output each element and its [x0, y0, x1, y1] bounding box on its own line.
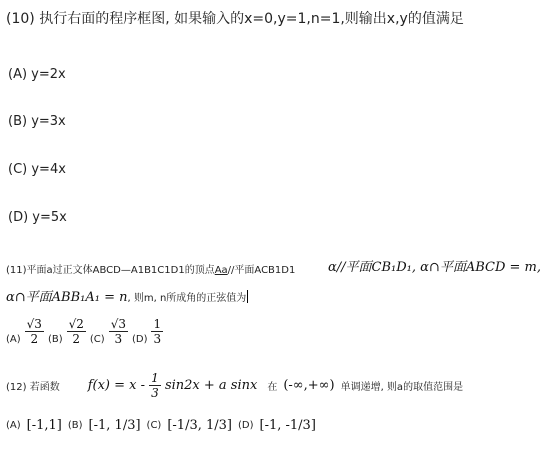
q11-label-b: (B): [47, 334, 63, 345]
q12-func-lhs: f(x) = x -: [87, 378, 146, 393]
q11-choice-d: [151, 318, 163, 345]
q11-choice-a-num: √3: [26, 317, 42, 331]
q12-choice-b: [-1, 1/3]: [88, 418, 141, 433]
q12-label-a: (A): [6, 420, 21, 431]
q10-option-d: (D) y=5x: [8, 210, 67, 225]
q11-choice-d-den: 3: [153, 332, 162, 346]
q11-choice-c: [109, 318, 128, 345]
q11-choice-c-num: √3: [110, 317, 126, 331]
q12-interval: (-∞,+∞): [283, 378, 335, 393]
q12-func-frac-den: 3: [151, 386, 159, 400]
q12-func-frac: [149, 372, 161, 399]
q12-prefix: (12) 若函数: [6, 382, 60, 393]
q12-in-label: 在: [267, 382, 278, 393]
question-10-stem: (10) 执行右面的程序框图, 如果输入的x=0,y=1,n=1,则输出x,y的值满足: [6, 11, 464, 27]
q11-answers: [6, 318, 163, 345]
q11-choice-a-den: 2: [30, 332, 39, 346]
q12-label-d: (D): [238, 420, 254, 431]
q12-answers: [6, 418, 316, 433]
q11-math-line1: α//平面CB₁D₁, α∩平面ABCD = m,: [328, 260, 541, 275]
q11-label-d: (D): [131, 334, 148, 345]
q11-stem-underline: Aa: [214, 265, 228, 276]
q11-choice-c-den: 3: [114, 332, 123, 346]
q11-choice-b-den: 2: [72, 332, 81, 346]
q11-choice-b: [67, 318, 86, 345]
q11-label-c: (C): [89, 334, 105, 345]
q11-line2: [6, 286, 248, 305]
q12-choice-c: [-1/3, 1/3]: [167, 418, 232, 433]
q11-label-a: (A): [6, 334, 21, 345]
q10-option-a: (A) y=2x: [8, 67, 66, 82]
q12-label-b: (B): [67, 420, 83, 431]
q11-stem-mid: //平面ACB1D1: [227, 265, 296, 276]
q12-function: [88, 372, 258, 399]
q12-label-c: (C): [146, 420, 162, 431]
q11-tail: , 则m, n所成角的正弦值为: [127, 293, 247, 304]
q11-choice-d-num: 1: [153, 317, 162, 331]
question-11-stem: [6, 261, 295, 276]
q10-option-b: (B) y=3x: [8, 114, 66, 129]
question-12-stem: [6, 372, 463, 399]
q11-choice-b-num: √2: [68, 317, 84, 331]
q12-func-rhs: sin2x + a sinx: [164, 378, 258, 393]
text-cursor: [247, 290, 248, 303]
q11-stem-prefix: (11)平面a过正文体ABCD—A1B1C1D1的顶点: [6, 265, 215, 276]
q11-math-line2: α∩平面ABB₁A₁ = n: [6, 290, 128, 305]
q12-suffix: 单调递增, 则a的取值范围是: [340, 382, 464, 393]
q11-choice-a: [25, 318, 44, 345]
q12-choice-a: [-1,1]: [26, 418, 62, 433]
q12-choice-d: [-1, -1/3]: [259, 418, 316, 433]
q10-option-c: (C) y=4x: [8, 162, 66, 177]
q12-func-frac-num: 1: [151, 371, 159, 385]
